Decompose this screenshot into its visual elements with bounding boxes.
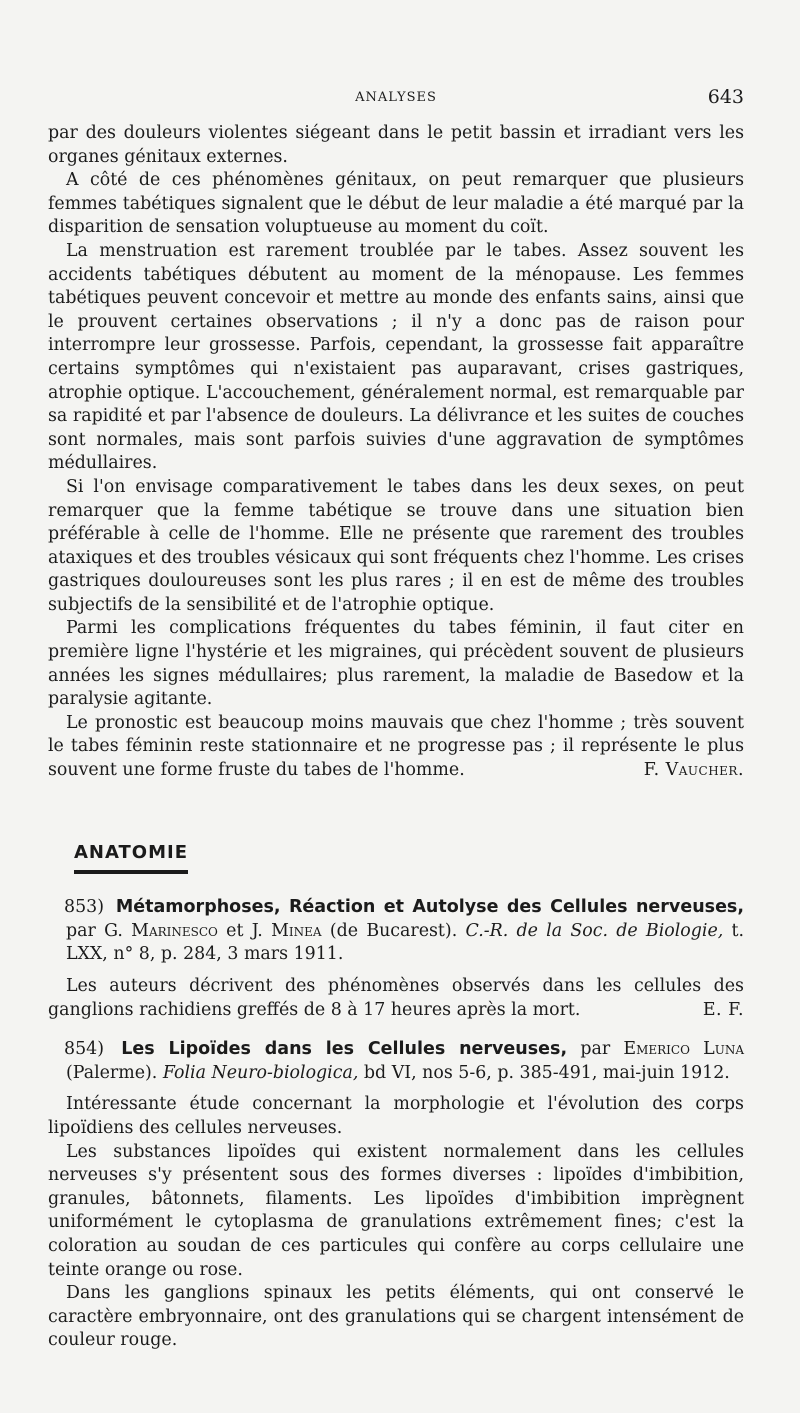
previous-article-continuation [48, 122, 744, 783]
paragraph-with-signature [48, 712, 744, 783]
paragraph: Intéressante étude concernant la morphologie et l'évolution des corps lipoïdiens des cellules nerveuses. [48, 1094, 744, 1138]
abstract-number: 853) [64, 897, 104, 918]
paragraph: Parmi les complications fréquentes du tabes féminin, il faut citer en première ligne l'hystérie et les migraines, qui précèdent souvent de plusieurs années les signes médullaires; plus rarement, la maladie de Basedow et la paralysie agitante. [48, 618, 744, 710]
author-origin: (Palerme). [66, 1062, 158, 1083]
paragraph: Si l'on envisage comparativement le tabes dans les deux sexes, on peut remarquer que la femme tabétique se trouve dans une situation bien préférable à celle de l'homme. Elle ne présente que rarement des troubles ataxiques et des troubles vésicaux qui sont fréquents chez l'homme. Les crises gastriques douloureuses sont les plus rares ; il en est de même des troubles subjectifs de la sensibilité et de l'atrophie optique. [48, 476, 744, 615]
citation-by: par G. [66, 920, 123, 941]
page-number: 643 [707, 86, 744, 108]
citation-reference: bd VI, nos 5-6, p. 385-491, mai-juin 1912. [363, 1062, 730, 1083]
author-signature: E. F. [702, 999, 744, 1020]
abstract-body [48, 975, 744, 1022]
paragraph: Les substances lipoïdes qui existent normalement dans les cellules nerveuses s'y présentent sous des formes diverses : lipoïdes d'imbibition, granules, bâtonnets, filaments. Les lipoïdes d'imbibition imprègnent uniformément le cytoplasma de granulations extrêmement fines; c'est la coloration au soudan de ces particules qui confère au corps cellulaire une teinte orange ou rose. [48, 1141, 744, 1280]
abstract-citation [48, 1038, 744, 1085]
author-origin: (de Bucarest). [329, 920, 458, 941]
paragraph: A côté de ces phénomènes génitaux, on peut remarquer que plusieurs femmes tabétiques signalent que le début de leur maladie a été marqué par la disparition de sensation voluptueuse au moment du coït. [48, 170, 744, 238]
citation-and: et J. [226, 920, 263, 941]
author-name: Emerico Luna [623, 1039, 744, 1060]
citation-reference: t. LXX, n° 8, p. 284, 3 mars 1911. [66, 920, 745, 965]
paragraph-text: Le pronostic est beaucoup moins mauvais que chez l'homme ; très souvent le tabes féminin reste stationnaire et ne progresse pas ; il représente le plus souvent une forme fruste du tabes de l'homme. [48, 712, 744, 781]
author-name: Minea [271, 920, 322, 941]
paragraph-with-signature [48, 975, 744, 1022]
paragraph: La menstruation est rarement troublée par le tabes. Assez souvent les accidents tabétiques débutent au moment de la ménopause. Les femmes tabétiques peuvent concevoir et mettre au monde des enfants sains, ainsi que le prouvent certaines observations ; il n'y a donc pas de raison pour interrompre leur grossesse. Parfois, cependant, la grossesse fait apparaître certains symptômes qui n'existaient pas auparavant, crises gastriques, atrophie optique. L'accouchement, généralement normal, est remarquable par sa rapidité et par l'absence de douleurs. La délivrance et les suites de couches sont normales, mais sont parfois suivies d'une aggravation de symptômes médullaires. [48, 240, 744, 474]
citation-by: par [580, 1039, 611, 1060]
abstract-853 [48, 896, 744, 1022]
author-name: Marinesco [131, 920, 218, 941]
paragraph: par des douleurs violentes siégeant dans le petit bassin et irradiant vers les organes génitaux externes. [48, 123, 744, 167]
journal-name: Folia Neuro-biologica, [162, 1062, 359, 1083]
page-body [48, 122, 744, 1353]
page-header [48, 86, 744, 110]
paragraph: Dans les ganglions spinaux les petits éléments, qui ont conservé le caractère embryonnaire, ont des granulations qui se chargent intensément de couleur rouge. [48, 1283, 744, 1351]
abstract-citation [48, 896, 744, 967]
journal-name: C.-R. de la Soc. de Biologie, [465, 920, 724, 941]
section-heading: ANATOMIE [74, 841, 188, 875]
abstract-body [48, 1093, 744, 1353]
abstract-title: Métamorphoses, Réaction et Autolyse des Cellules nerveuses, [115, 897, 744, 918]
abstract-854 [48, 1038, 744, 1353]
paragraph-text: Les auteurs décrivent des phénomènes observés dans les cellules des ganglions rachidiens greffés de 8 à 17 heures après la mort. [48, 976, 744, 1020]
running-head: ANALYSES [355, 90, 437, 105]
abstract-title: Les Lipoïdes dans les Cellules nerveuses, [121, 1039, 568, 1060]
author-signature: F. Vaucher. [643, 760, 744, 781]
abstract-number: 854) [64, 1039, 104, 1060]
